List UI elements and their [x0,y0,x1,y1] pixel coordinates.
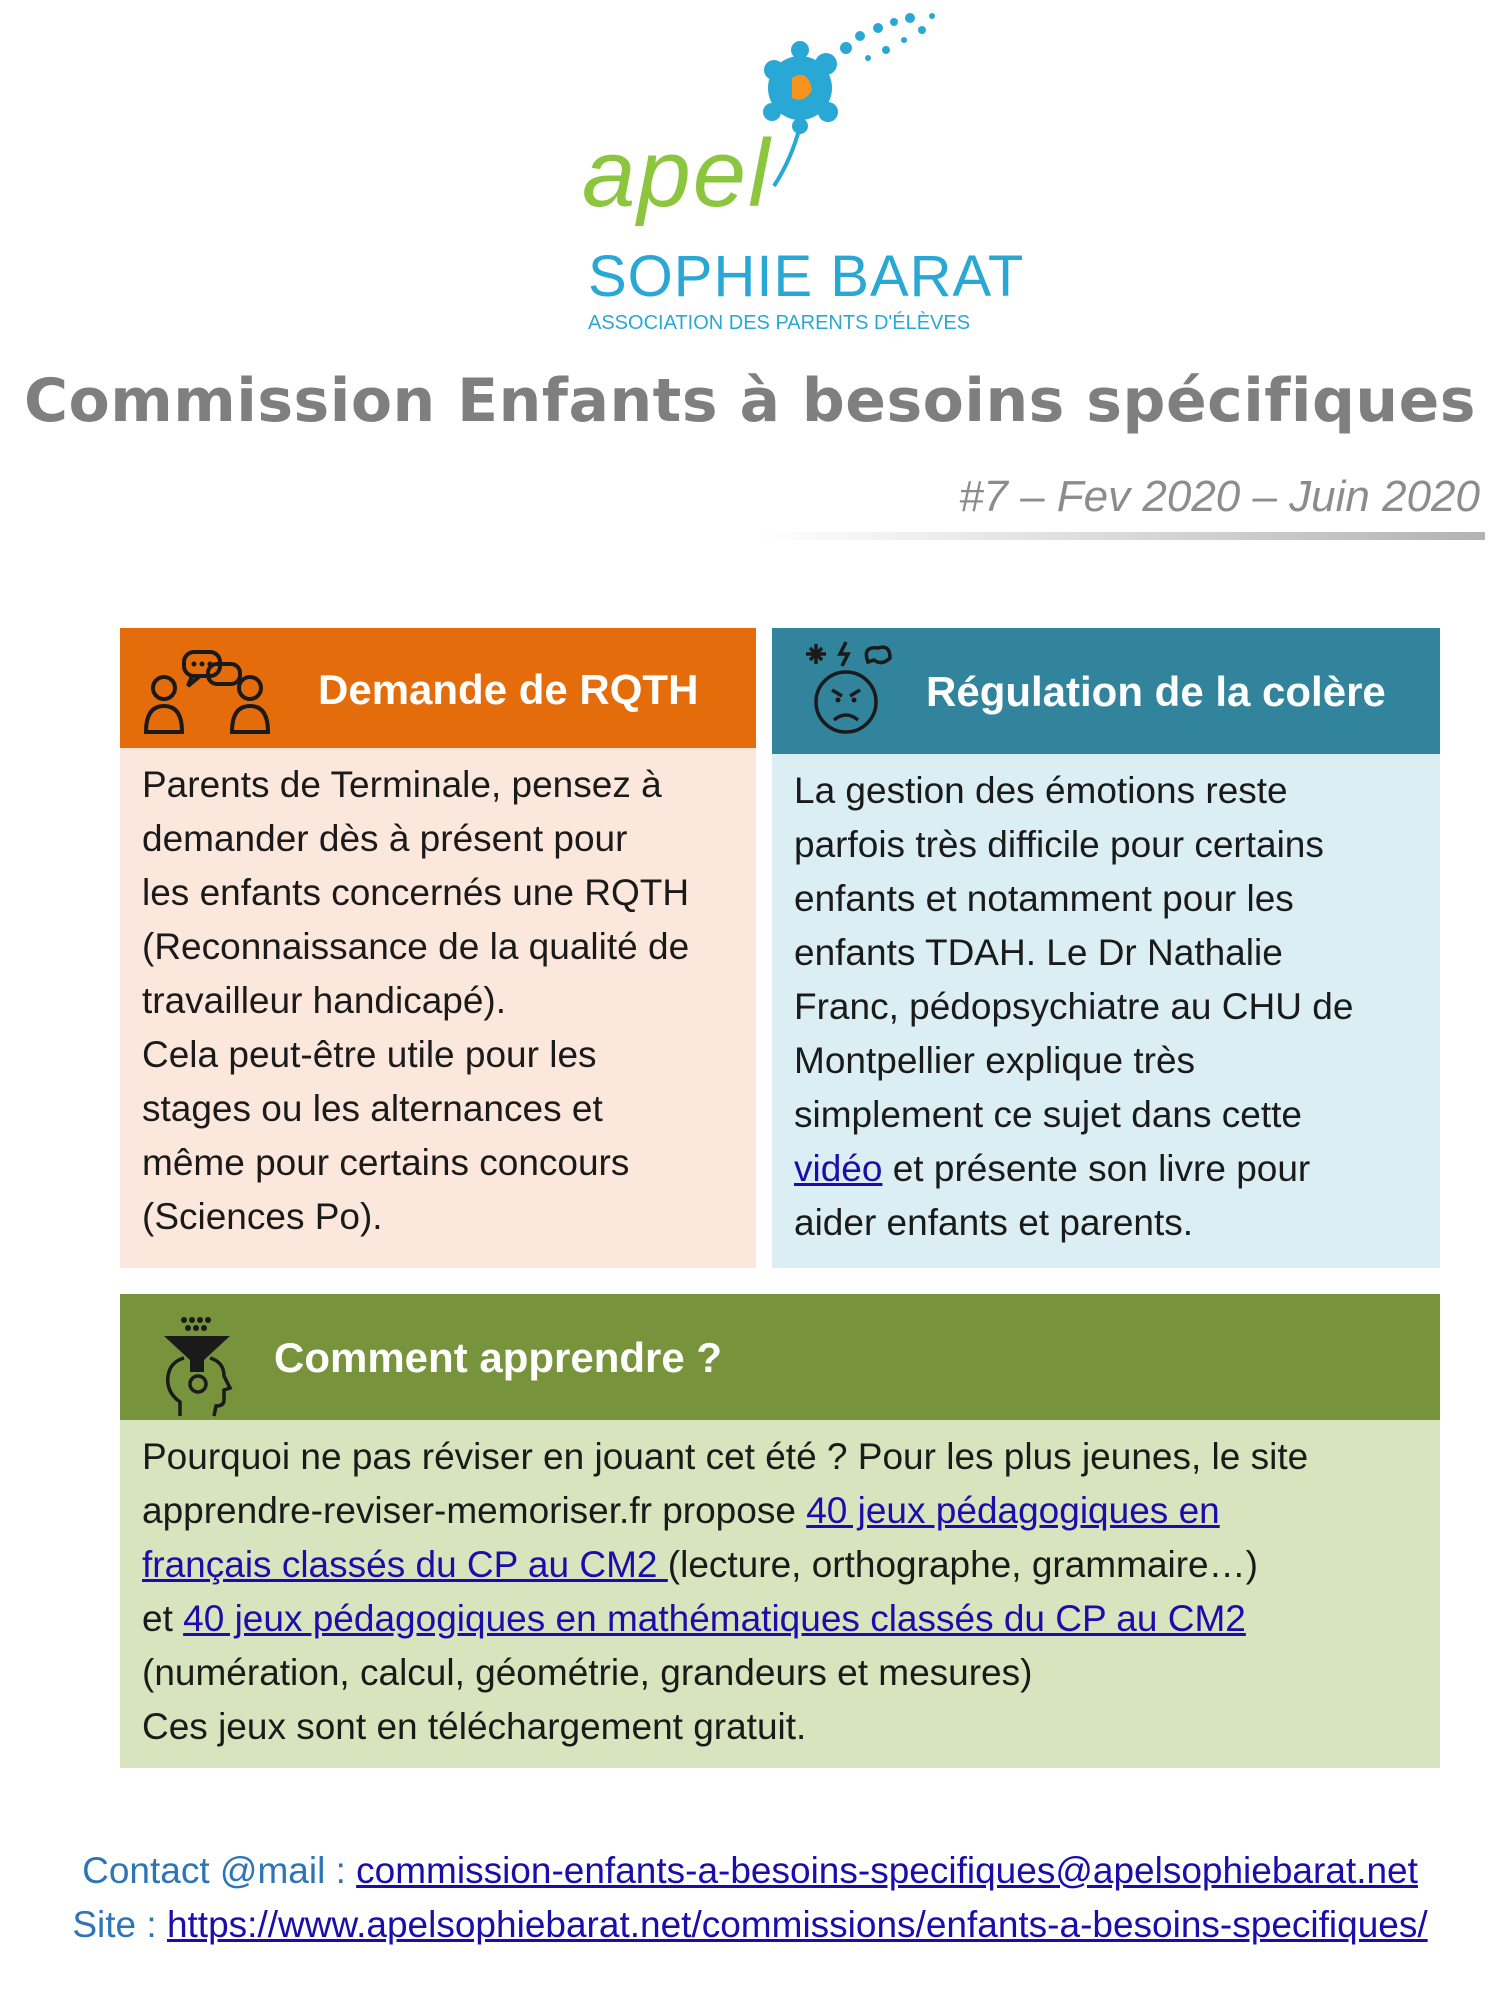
card-colere-body [772,754,1440,1268]
apel-logo [560,8,1025,338]
text-line: Parents de Terminale, pensez à [142,764,662,805]
card-colere-header [772,628,1440,754]
text-line [142,1484,1308,1538]
footer-contact [0,1850,1500,1892]
text-line: enfants et notamment pour les [794,878,1294,919]
text-line: même pour certains concours [142,1142,630,1183]
text-line: Cela peut-être utile pour les [142,1034,597,1075]
text-line: aider enfants et parents. [794,1202,1194,1243]
text-fragment: apprendre-reviser-memoriser.fr propose [142,1490,807,1531]
card-rqth [120,628,756,1268]
text-line: parfois très difficile pour certains [794,824,1324,865]
card-apprendre-header [120,1294,1440,1420]
text-line [142,1592,1308,1646]
card-colere-title: Régulation de la colère [926,668,1386,715]
head-funnel-icon [158,1314,238,1422]
logo-name: SOPHIE BARAT [588,244,1025,309]
text-line: (Reconnaissance de la qualité de [142,926,690,967]
card-apprendre [120,1294,1440,1768]
math-games-link[interactable]: 40 jeux pédagogiques en mathématiques classés du CP au CM2 [183,1598,1246,1639]
footer-site [0,1904,1500,1946]
card-colere [772,628,1440,1268]
text-line: les enfants concernés une RQTH [142,872,690,913]
text-line [142,1538,1308,1592]
text-line: Montpellier explique très [794,1040,1196,1081]
card-apprendre-title: Comment apprendre ? [274,1334,723,1381]
text-line [794,1142,1353,1196]
french-games-link-cont[interactable]: français classés du CP au CM2 [142,1544,668,1585]
french-games-link[interactable]: 40 jeux pédagogiques en [806,1490,1220,1531]
logo-apel-text: apel [582,120,772,227]
page-title: Commission Enfants à besoins spécifiques [23,366,1477,436]
text-line: stages ou les alternances et [142,1088,603,1129]
text-fragment: (lecture, orthographe, grammaire…) [667,1544,1258,1585]
issue-divider [760,532,1485,540]
card-rqth-text [142,758,689,1244]
card-rqth-header [120,628,756,748]
text-line: Ces jeux sont en téléchargement gratuit. [142,1706,807,1747]
text-fragment: et [142,1598,184,1639]
people-chat-icon [138,642,278,746]
text-line: simplement ce sujet dans cette [794,1094,1302,1135]
card-rqth-title: Demande de RQTH [318,666,699,713]
video-link[interactable]: vidéo [794,1148,883,1189]
text-line: Pourquoi ne pas réviser en jouant cet été ? Pour les plus jeunes, le site [142,1436,1309,1477]
text-line: Franc, pédopsychiatre au CHU de [794,986,1354,1027]
contact-label: Contact @mail : [82,1850,357,1891]
card-apprendre-text [142,1430,1308,1754]
text-line: (Sciences Po). [142,1196,383,1237]
text-line: enfants TDAH. Le Dr Nathalie [794,932,1283,973]
text-line: (numération, calcul, géométrie, grandeurs et mesures) [142,1652,1033,1693]
text-fragment: et présente son livre pour [882,1148,1311,1189]
issue-date: #7 – Fev 2020 – Juin 2020 [958,472,1480,521]
text-line: demander dès à présent pour [142,818,628,859]
site-label: Site : [72,1904,167,1945]
card-rqth-body [120,748,756,1268]
logo-subtitle: ASSOCIATION DES PARENTS D'ÉLÈVES [588,312,971,334]
site-url-link[interactable]: https://www.apelsophiebarat.net/commissions/enfants-a-besoins-specifiques/ [166,1904,1428,1945]
text-line: La gestion des émotions reste [794,770,1288,811]
contact-email-link[interactable]: commission-enfants-a-besoins-specifiques@apelsophiebarat.net [356,1850,1418,1891]
text-line: travailleur handicapé). [142,980,507,1021]
angry-face-icon [802,640,902,744]
card-colere-text [794,764,1353,1250]
card-apprendre-body [120,1420,1440,1768]
